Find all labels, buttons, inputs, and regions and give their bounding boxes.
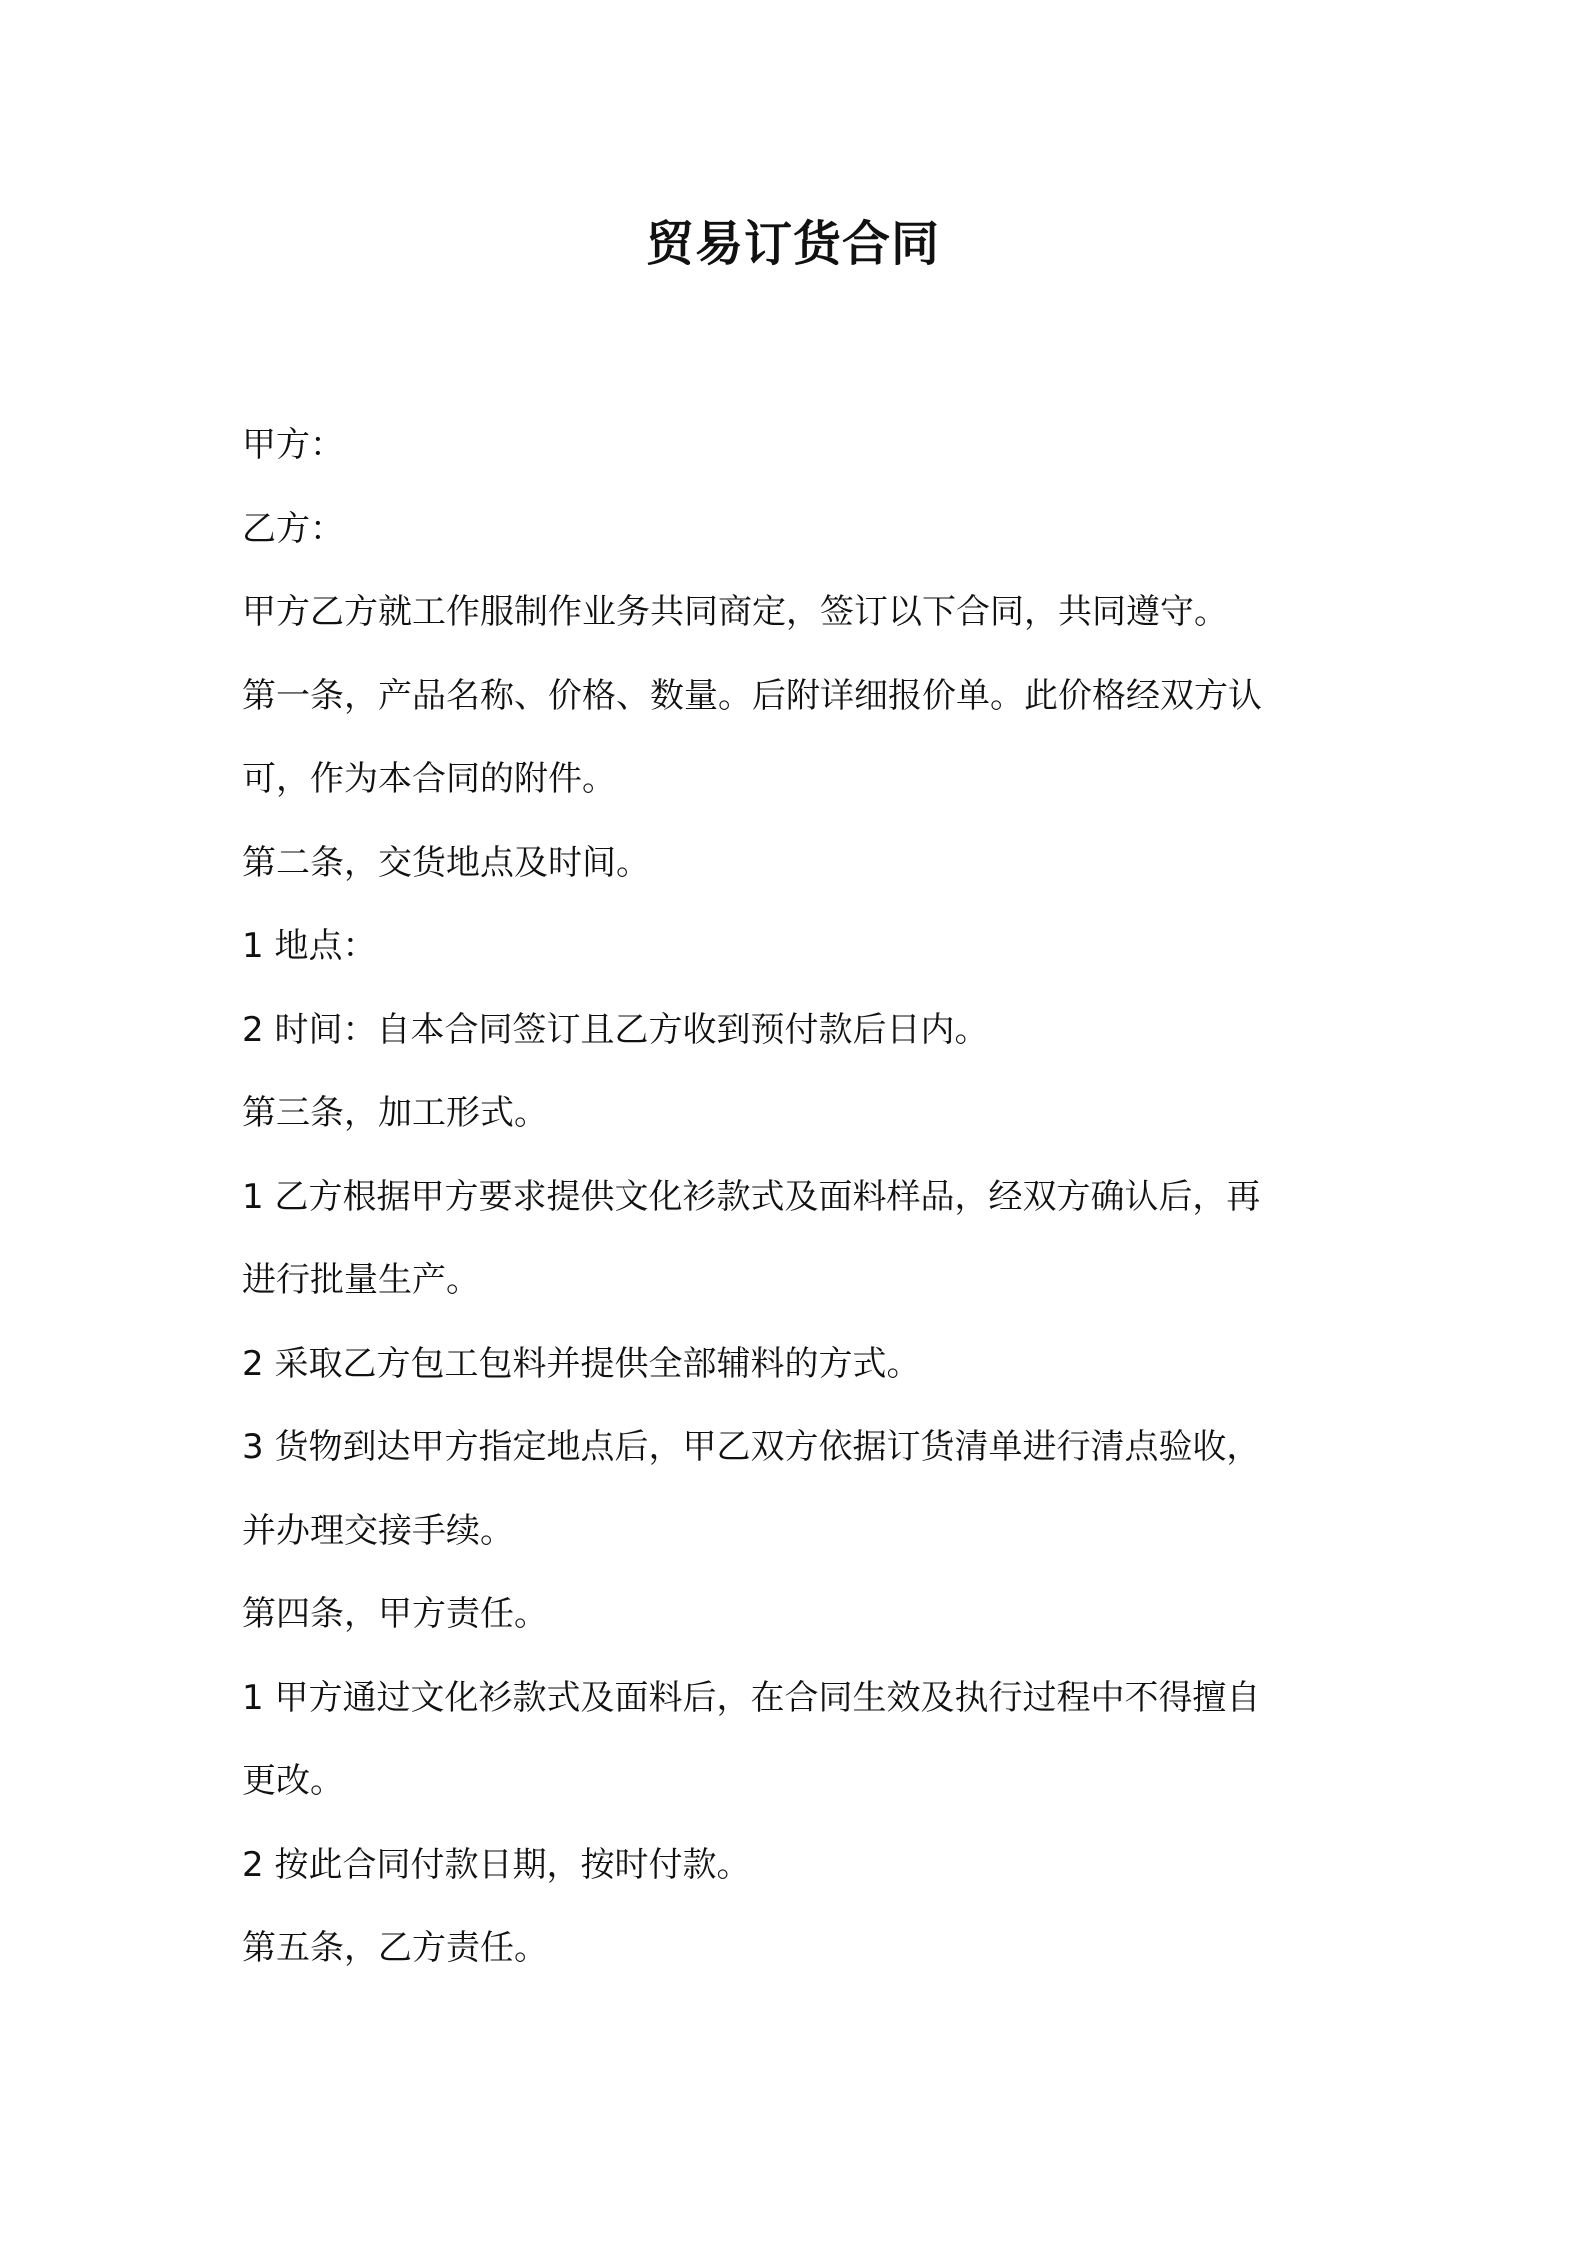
text-line: 第三条，加工形式。 (242, 1093, 548, 1133)
text-line: 第一条，产品名称、价格、数量。后附详细报价单。此价格经双方认 (242, 675, 1262, 716)
text-line: 1 甲方通过文化衫款式及面料后，在合同生效及执行过程中不得擅自 (242, 1677, 1261, 1718)
text-line: 第五条，乙方责任。 (242, 1928, 548, 1968)
text-line: 2 按此合同付款日期，按时付款。 (242, 1844, 751, 1885)
text-line: 乙方： (242, 508, 344, 549)
text-line: 3 货物到达甲方指定地点后，甲乙双方依据订货清单进行清点验收， (242, 1427, 1261, 1467)
text-line: 第四条，甲方责任。 (242, 1594, 548, 1634)
text-line: 2 采取乙方包工包料并提供全部辅料的方式。 (242, 1343, 921, 1384)
document-title: 贸易订货合同 (645, 216, 940, 272)
text-line: 1 地点： (242, 926, 377, 966)
text-line: 甲方： (242, 425, 344, 465)
text-line: 甲方乙方就工作服制作业务共同商定，签订以下合同，共同遵守。 (242, 592, 1228, 632)
text-line: 2 时间：自本合同签订且乙方收到预付款后日内。 (242, 1009, 989, 1050)
text-line: 更改。 (242, 1761, 344, 1801)
contract-body (242, 404, 1354, 1991)
text-line: 进行批量生产。 (242, 1260, 480, 1300)
text-line: 并办理交接手续。 (242, 1510, 514, 1551)
text-line: 可，作为本合同的附件。 (242, 759, 616, 799)
text-line: 第二条，交货地点及时间。 (242, 842, 650, 883)
text-line: 1 乙方根据甲方要求提供文化衫款式及面料样品，经双方确认后，再 (242, 1176, 1261, 1217)
